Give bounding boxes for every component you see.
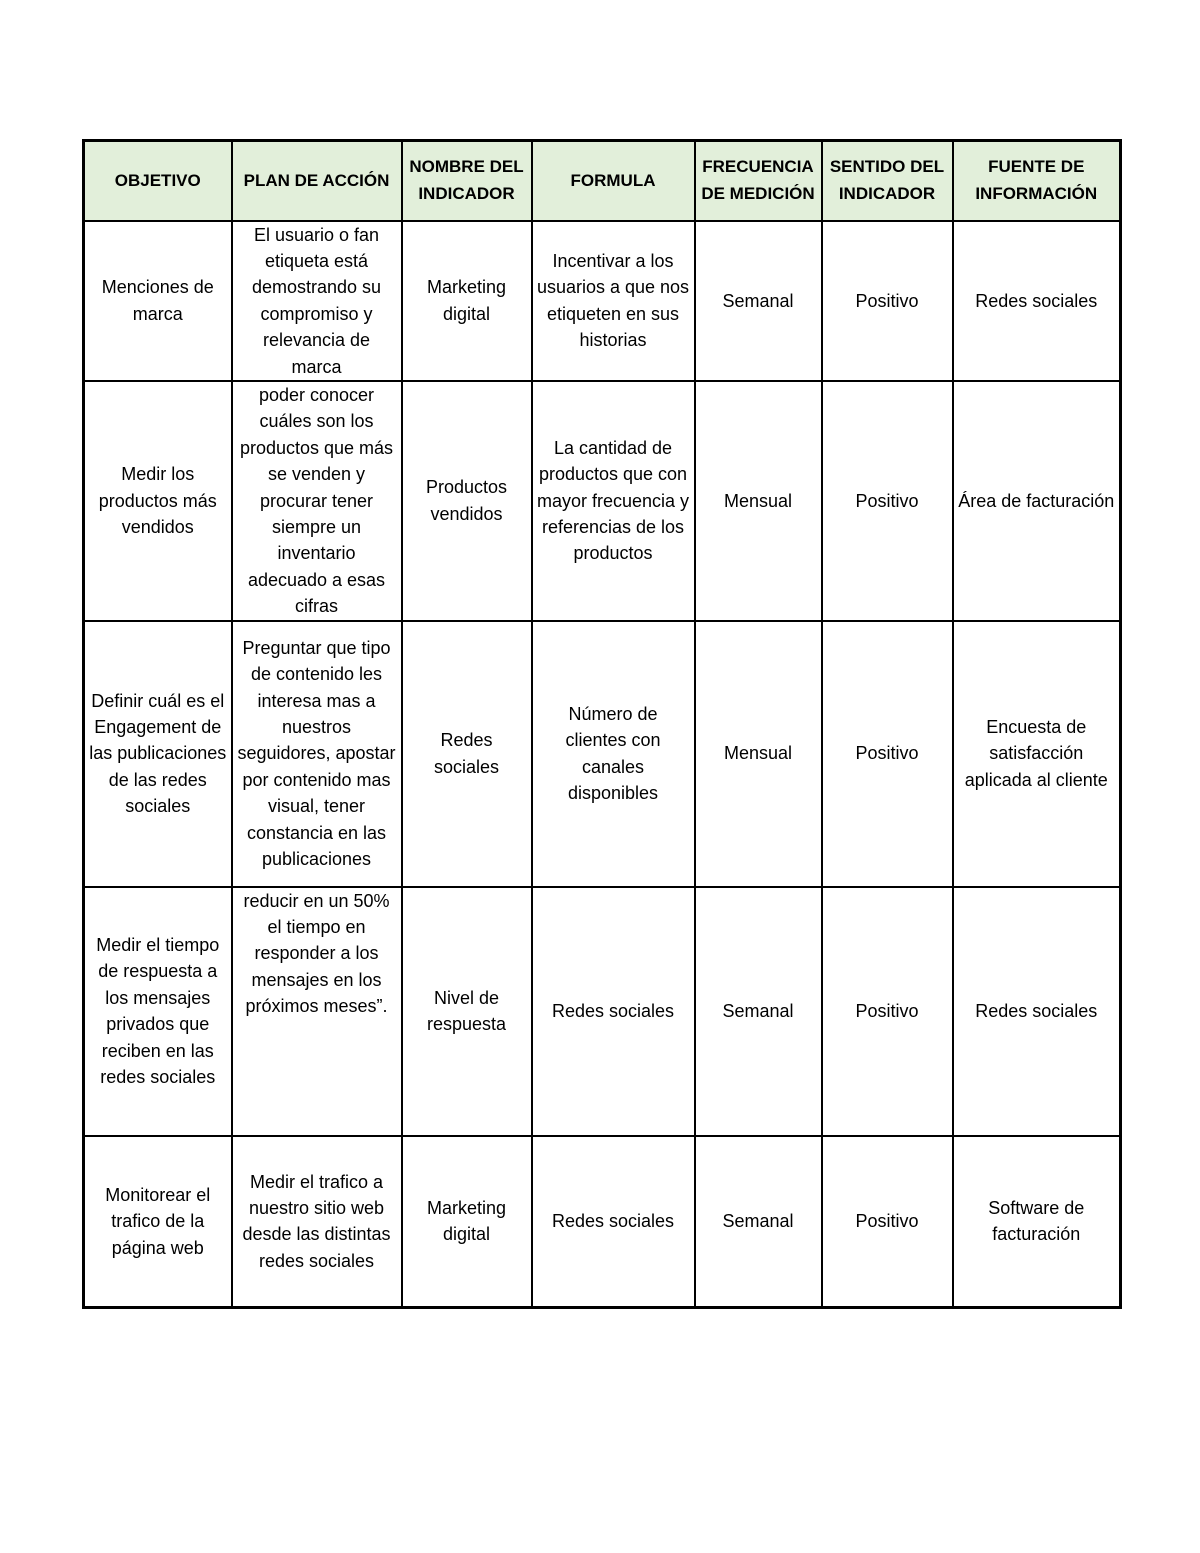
cell-objetivo: Monitorear el trafico de la página web: [84, 1136, 232, 1308]
cell-objetivo: Definir cuál es el Engagement de las publicaciones de las redes sociales: [84, 621, 232, 887]
cell-nombre: Marketing digital: [402, 221, 532, 381]
header-frecuencia: FRECUENCIA DE MEDICIÓN: [695, 141, 822, 221]
cell-formula: La cantidad de productos que con mayor frecuencia y referencias de los productos: [532, 381, 695, 621]
table-row: [84, 381, 1121, 621]
cell-sentido: Positivo: [822, 887, 953, 1136]
header-formula: FORMULA: [532, 141, 695, 221]
cell-frecuencia: Mensual: [695, 381, 822, 621]
header-fuente: FUENTE DE INFORMACIÓN: [953, 141, 1121, 221]
cell-objetivo: Medir el tiempo de respuesta a los mensajes privados que reciben en las redes sociales: [84, 887, 232, 1136]
cell-fuente: Redes sociales: [953, 887, 1121, 1136]
cell-formula: Incentivar a los usuarios a que nos etiqueten en sus historias: [532, 221, 695, 381]
cell-nombre: Productos vendidos: [402, 381, 532, 621]
table-row: [84, 221, 1121, 381]
table-row: [84, 1136, 1121, 1308]
header-sentido: SENTIDO DEL INDICADOR: [822, 141, 953, 221]
cell-plan: Preguntar que tipo de contenido les interesa mas a nuestros seguidores, apostar por contenido mas visual, tener constancia en las publicaciones: [232, 621, 402, 887]
cell-objetivo: Menciones de marca: [84, 221, 232, 381]
cell-objetivo: Medir los productos más vendidos: [84, 381, 232, 621]
cell-plan: Medir el trafico a nuestro sitio web desde las distintas redes sociales: [232, 1136, 402, 1308]
cell-formula: Redes sociales: [532, 887, 695, 1136]
cell-fuente: Área de facturación: [953, 381, 1121, 621]
cell-plan: El usuario o fan etiqueta está demostrando su compromiso y relevancia de marca: [232, 221, 402, 381]
cell-plan: reducir en un 50% el tiempo en responder a los mensajes en los próximos meses”.: [232, 887, 402, 1136]
cell-frecuencia: Mensual: [695, 621, 822, 887]
cell-sentido: Positivo: [822, 221, 953, 381]
header-plan-de-accion: PLAN DE ACCIÓN: [232, 141, 402, 221]
cell-frecuencia: Semanal: [695, 887, 822, 1136]
cell-plan: poder conocer cuáles son los productos que más se venden y procurar tener siempre un inventario adecuado a esas cifras: [232, 381, 402, 621]
cell-sentido: Positivo: [822, 621, 953, 887]
cell-formula: Número de clientes con canales disponibles: [532, 621, 695, 887]
kpi-table: [82, 139, 1122, 1309]
cell-frecuencia: Semanal: [695, 1136, 822, 1308]
cell-sentido: Positivo: [822, 381, 953, 621]
table-row: [84, 621, 1121, 887]
table-row: [84, 887, 1121, 1136]
cell-nombre: Nivel de respuesta: [402, 887, 532, 1136]
cell-nombre: Marketing digital: [402, 1136, 532, 1308]
cell-nombre: Redes sociales: [402, 621, 532, 887]
header-objetivo: OBJETIVO: [84, 141, 232, 221]
header-nombre-del-indicador: NOMBRE DEL INDICADOR: [402, 141, 532, 221]
cell-sentido: Positivo: [822, 1136, 953, 1308]
cell-frecuencia: Semanal: [695, 221, 822, 381]
header-row: [84, 141, 1121, 221]
cell-formula: Redes sociales: [532, 1136, 695, 1308]
cell-fuente: Software de facturación: [953, 1136, 1121, 1308]
cell-fuente: Redes sociales: [953, 221, 1121, 381]
cell-fuente: Encuesta de satisfacción aplicada al cliente: [953, 621, 1121, 887]
